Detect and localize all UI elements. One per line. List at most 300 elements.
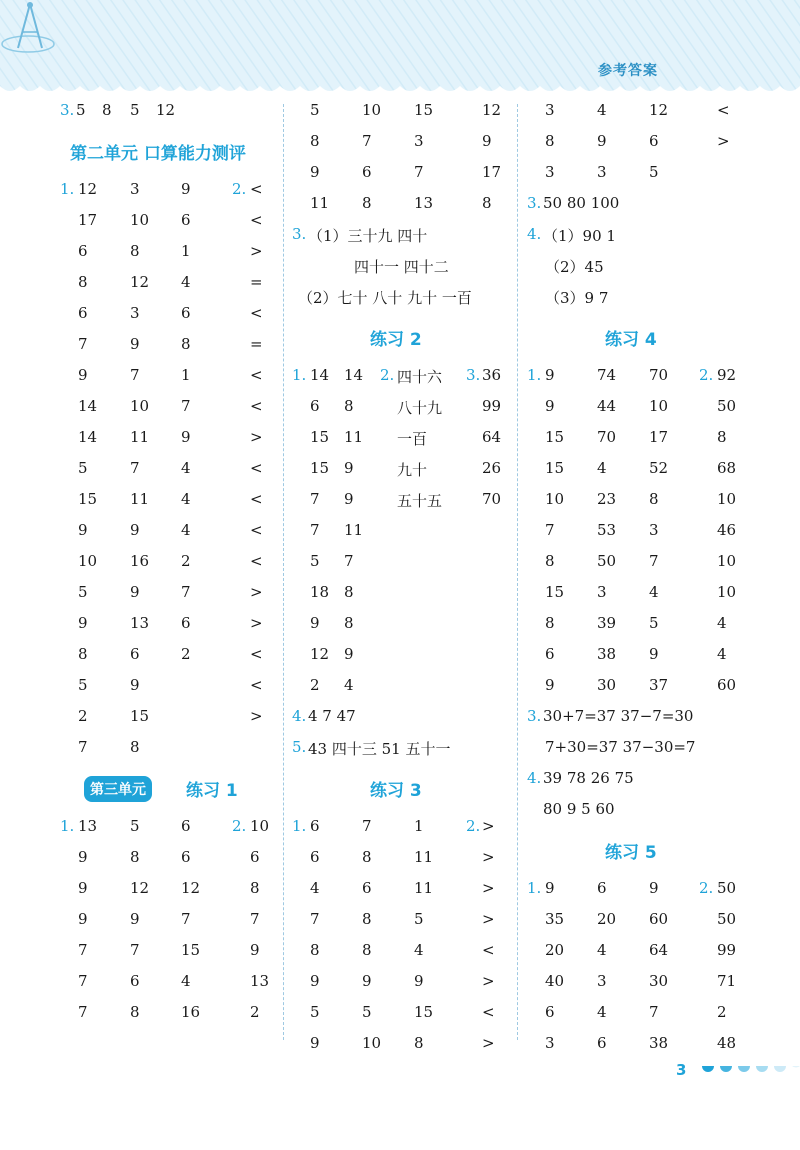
answer-value: 11 — [130, 428, 150, 446]
answer-value: 40 — [545, 972, 565, 990]
answer-value: 7 — [362, 817, 372, 835]
answer-value: > — [250, 707, 263, 725]
answer-value: 70 — [482, 490, 502, 508]
answer-value: 17 — [482, 163, 502, 181]
answer-value: 4 — [597, 101, 607, 119]
answer-value: 12 — [649, 101, 669, 119]
answer-value: 6 — [362, 163, 372, 181]
answer-row — [527, 282, 742, 313]
answer-value: 9 — [130, 335, 140, 353]
answer-value: 9 — [344, 459, 354, 477]
answer-value: < — [250, 490, 263, 508]
answer-value: > — [717, 132, 730, 150]
answer-row — [527, 1029, 742, 1060]
answer-value: 6 — [181, 817, 191, 835]
answer-value: 3 — [597, 972, 607, 990]
answer-value: 8 — [362, 848, 372, 866]
answer-value: 2 — [181, 552, 191, 570]
answer-value: > — [482, 972, 495, 990]
answer-text: （3）9 7 — [545, 289, 609, 307]
answer-value: 10 — [362, 101, 382, 119]
answer-value: 23 — [597, 490, 617, 508]
answer-value: 70 — [649, 366, 669, 384]
answer-value: 13 — [78, 817, 98, 835]
unit-badge: 第三单元 — [84, 776, 152, 802]
answer-row — [292, 671, 507, 702]
question-number: 2. — [380, 366, 395, 384]
header-wave-background — [0, 0, 800, 100]
answer-value: 7 — [310, 910, 320, 928]
answer-value: 7 — [78, 738, 88, 756]
answer-value: 9 — [414, 972, 424, 990]
question-number: 1. — [292, 817, 307, 835]
answer-row — [60, 702, 275, 733]
answer-value: 3 — [414, 132, 424, 150]
answer-value: 8 — [250, 879, 260, 897]
answer-value: 7 — [181, 397, 191, 415]
answer-value: 30 — [649, 972, 669, 990]
answer-value: 10 — [78, 552, 98, 570]
answer-value: 15 — [545, 459, 565, 477]
answer-value: 6 — [250, 848, 260, 866]
unit3-heading — [60, 764, 275, 812]
answer-value: 2 — [310, 676, 320, 694]
answer-row — [527, 764, 742, 795]
answer-value: 9 — [130, 910, 140, 928]
answer-value: 8 — [344, 614, 354, 632]
column-divider-1 — [283, 104, 284, 1040]
answer-text: 四十一 四十二 — [354, 258, 449, 276]
answer-value: 5 — [310, 101, 320, 119]
answer-value: 5 — [649, 614, 659, 632]
answer-value: 5 — [310, 552, 320, 570]
answer-row — [60, 609, 275, 640]
question-number: 5. — [292, 738, 307, 756]
answer-value: 9 — [545, 879, 555, 897]
answer-value: 15 — [310, 428, 330, 446]
answer-row — [527, 702, 742, 733]
answer-row — [60, 485, 275, 516]
exercise2-heading — [292, 313, 507, 361]
answer-value: 8 — [130, 738, 140, 756]
answer-row — [292, 905, 507, 936]
answer-value: 35 — [545, 910, 565, 928]
answer-value: 10 — [250, 817, 270, 835]
answer-value: 92 — [717, 366, 737, 384]
answer-row — [527, 905, 742, 936]
answer-value: 15 — [78, 490, 98, 508]
answer-row — [60, 175, 275, 206]
answer-value: 9 — [310, 614, 320, 632]
answer-value: 14 — [310, 366, 330, 384]
exercise4-heading — [527, 313, 742, 361]
unit2-heading — [60, 127, 275, 175]
answer-value: 99 — [717, 941, 737, 959]
answer-value: 4 — [181, 521, 191, 539]
answer-value: 52 — [649, 459, 669, 477]
answer-value: 2 — [250, 1003, 260, 1021]
answer-value: 3 — [130, 180, 140, 198]
answer-value: 12 — [130, 273, 150, 291]
answer-value: 60 — [717, 676, 737, 694]
answer-value: < — [250, 645, 263, 663]
answer-value: 4 — [597, 1003, 607, 1021]
answer-row — [527, 127, 742, 158]
answer-value: > — [482, 1034, 495, 1052]
answer-value: 1 — [181, 366, 191, 384]
answer-value: 9 — [78, 848, 88, 866]
answer-row — [60, 967, 275, 998]
answer-row — [60, 733, 275, 764]
answer-value: 5 — [310, 1003, 320, 1021]
answer-value: < — [250, 552, 263, 570]
answer-row — [527, 795, 742, 826]
answer-value: 8 — [130, 242, 140, 260]
answer-value: 9 — [78, 521, 88, 539]
answer-value: 9 — [78, 879, 88, 897]
answer-value: 9 — [545, 397, 555, 415]
answer-value: 8 — [545, 552, 555, 570]
answer-row — [292, 96, 507, 127]
answer-value: 9 — [310, 163, 320, 181]
answer-value: 12 — [78, 180, 98, 198]
answer-value: 7 — [130, 459, 140, 477]
section-title: 练习 3 — [370, 781, 422, 801]
answer-value: 9 — [78, 366, 88, 384]
answer-value: < — [250, 521, 263, 539]
answer-value: 3 — [130, 304, 140, 322]
answer-value: 8 — [78, 645, 88, 663]
answer-row — [527, 189, 742, 220]
answer-value: 8 — [717, 428, 727, 446]
answer-row — [60, 423, 275, 454]
answer-value: 11 — [130, 490, 150, 508]
answer-row — [292, 936, 507, 967]
answer-value: < — [250, 397, 263, 415]
answer-value: 7 — [78, 335, 88, 353]
answer-value: 4 — [717, 614, 727, 632]
answer-value: 4 — [310, 879, 320, 897]
answer-value: 37 — [649, 676, 669, 694]
answer-value: 20 — [545, 941, 565, 959]
answer-value: 10 — [717, 583, 737, 601]
answer-row — [60, 843, 275, 874]
answer-value: 9 — [310, 972, 320, 990]
question-number: 3. — [466, 366, 481, 384]
answer-value: 4 — [344, 676, 354, 694]
answer-value: 71 — [717, 972, 737, 990]
answer-row — [60, 516, 275, 547]
answer-value: 53 — [597, 521, 617, 539]
answer-text: （1）三十九 四十 — [308, 227, 428, 245]
answer-value: 6 — [545, 645, 555, 663]
answer-value: 9 — [250, 941, 260, 959]
answer-value: 7 — [250, 910, 260, 928]
answer-value: 9 — [181, 428, 191, 446]
answer-value: 7 — [310, 521, 320, 539]
answer-value: 10 — [717, 490, 737, 508]
answer-text: 50 80 100 — [543, 194, 620, 212]
answer-value: 6 — [310, 848, 320, 866]
answer-row — [292, 998, 507, 1029]
answer-row — [60, 905, 275, 936]
section-title: 练习 5 — [605, 843, 657, 863]
answer-value: 9 — [362, 972, 372, 990]
answer-value: 9 — [649, 645, 659, 663]
answer-row — [292, 127, 507, 158]
answer-value: 9 — [78, 614, 88, 632]
answer-text: （1）90 1 — [543, 227, 616, 245]
answer-value: 99 — [482, 397, 502, 415]
answer-value: 16 — [130, 552, 150, 570]
answer-value: 4 — [181, 490, 191, 508]
answer-value: 11 — [344, 428, 364, 446]
answer-value: = — [250, 273, 263, 291]
answer-value: 17 — [78, 211, 98, 229]
section-title: 第二单元 口算能力测评 — [70, 144, 246, 164]
answer-value: 36 — [482, 366, 502, 384]
question-number: 2. — [232, 817, 247, 835]
answer-value: 20 — [597, 910, 617, 928]
answer-value: 15 — [414, 101, 434, 119]
answer-value: 6 — [649, 132, 659, 150]
answer-value: 50 — [717, 879, 737, 897]
answer-row — [527, 361, 742, 392]
answer-value: 6 — [597, 879, 607, 897]
answer-value: 50 — [717, 397, 737, 415]
answer-value: 17 — [649, 428, 669, 446]
answer-text: 43 四十三 51 五十一 — [308, 740, 451, 758]
answer-text: （2）七十 八十 九十 一百 — [298, 289, 472, 307]
answer-row — [292, 392, 507, 423]
answer-text: 4 7 47 — [308, 707, 356, 725]
answer-value: 10 — [717, 552, 737, 570]
answer-value: 16 — [181, 1003, 201, 1021]
answer-value: 26 — [482, 459, 502, 477]
answer-value: 4 — [597, 941, 607, 959]
answer-value: 48 — [717, 1034, 737, 1052]
answer-row — [292, 189, 507, 220]
answer-row — [292, 220, 507, 251]
answer-value: 38 — [597, 645, 617, 663]
answer-value: 11 — [344, 521, 364, 539]
answer-value: 四十六 — [397, 368, 443, 386]
question-number: 2. — [232, 180, 247, 198]
answer-row — [292, 282, 507, 313]
answer-value: 7 — [78, 972, 88, 990]
answer-value: 11 — [414, 879, 434, 897]
answer-value: 6 — [310, 817, 320, 835]
answer-value: 13 — [414, 194, 434, 212]
answer-value: 9 — [130, 583, 140, 601]
answer-value: 8 — [181, 335, 191, 353]
answer-value: 44 — [597, 397, 617, 415]
section-title: 练习 2 — [370, 330, 422, 350]
answer-value: > — [482, 910, 495, 928]
answer-value: > — [250, 242, 263, 260]
answer-row — [527, 423, 742, 454]
question-number: 4. — [527, 769, 542, 787]
answer-value: 6 — [78, 304, 88, 322]
answer-value: 9 — [344, 645, 354, 663]
answer-value: 8 — [482, 194, 492, 212]
answer-value: 7 — [649, 1003, 659, 1021]
answer-value: = — [250, 335, 263, 353]
answer-value: 6 — [181, 848, 191, 866]
answer-value: 6 — [181, 304, 191, 322]
answer-row — [292, 158, 507, 189]
answer-row — [527, 998, 742, 1029]
answer-text: 30+7=37 37−7=30 — [543, 707, 694, 725]
answer-value: 8 — [344, 583, 354, 601]
answer-row — [527, 220, 742, 251]
answer-row — [292, 812, 507, 843]
question-number: 4. — [527, 225, 542, 243]
answer-value: 8 — [344, 397, 354, 415]
answer-value: 2 — [181, 645, 191, 663]
answer-value: 12 — [156, 101, 176, 119]
answer-value: 3 — [649, 521, 659, 539]
answer-value: < — [250, 676, 263, 694]
answer-value: 50 — [597, 552, 617, 570]
answer-value: 4 — [181, 273, 191, 291]
answer-value: 68 — [717, 459, 737, 477]
page-number: 3 — [676, 1061, 687, 1079]
answer-row — [60, 671, 275, 702]
answer-value: 7 — [130, 366, 140, 384]
question-number: 1. — [292, 366, 307, 384]
answer-row — [527, 967, 742, 998]
column-3 — [527, 96, 742, 1060]
answer-row — [60, 454, 275, 485]
answer-value: 6 — [130, 645, 140, 663]
answer-row — [292, 485, 507, 516]
question-number: 1. — [527, 879, 542, 897]
answer-row — [527, 671, 742, 702]
answer-value: < — [717, 101, 730, 119]
answer-value: 8 — [78, 273, 88, 291]
answer-value: < — [250, 180, 263, 198]
answer-value: 5 — [78, 459, 88, 477]
answer-value: > — [250, 583, 263, 601]
answer-value: 5 — [130, 101, 140, 119]
answer-value: 2 — [717, 1003, 727, 1021]
answer-value: 3 — [545, 1034, 555, 1052]
answer-value: 4 — [414, 941, 424, 959]
answer-row — [60, 998, 275, 1029]
answer-row — [60, 578, 275, 609]
answer-value: 五十五 — [397, 492, 443, 510]
answer-row — [60, 299, 275, 330]
answer-value: 4 — [597, 459, 607, 477]
answer-row — [292, 423, 507, 454]
answer-value: 9 — [181, 180, 191, 198]
section-title: 练习 1 — [186, 781, 238, 801]
answer-value: 4 — [181, 459, 191, 477]
exercise3-heading — [292, 764, 507, 812]
answer-value: 8 — [362, 194, 372, 212]
answer-value: 9 — [482, 132, 492, 150]
answer-value: 1 — [414, 817, 424, 835]
answer-value: 15 — [181, 941, 201, 959]
answer-value: 6 — [130, 972, 140, 990]
answer-value: 一百 — [397, 430, 428, 448]
answer-row — [60, 361, 275, 392]
question-number: 2. — [699, 366, 714, 384]
answer-row — [292, 516, 507, 547]
answer-value: 12 — [310, 645, 330, 663]
answer-row — [292, 640, 507, 671]
answer-value: 7 — [545, 521, 555, 539]
answer-value: 2 — [78, 707, 88, 725]
answer-row — [60, 268, 275, 299]
answer-row — [292, 967, 507, 998]
answer-value: 7 — [78, 941, 88, 959]
section-title: 练习 4 — [605, 330, 657, 350]
answer-value: 74 — [597, 366, 617, 384]
answer-value: 46 — [717, 521, 737, 539]
answer-row — [292, 361, 507, 392]
answer-value: 9 — [310, 1034, 320, 1052]
answer-row — [292, 578, 507, 609]
question-number: 1. — [527, 366, 542, 384]
answer-row — [60, 812, 275, 843]
answer-value: 14 — [78, 428, 98, 446]
answer-value: 11 — [310, 194, 330, 212]
answer-value: 8 — [130, 848, 140, 866]
answer-row — [527, 454, 742, 485]
question-number: 3. — [292, 225, 307, 243]
answer-value: 8 — [102, 101, 112, 119]
answer-value: 13 — [130, 614, 150, 632]
answer-row — [292, 1029, 507, 1060]
answer-value: 5 — [130, 817, 140, 835]
question-number: 1. — [60, 817, 75, 835]
answer-row — [292, 874, 507, 905]
answer-value: 5 — [414, 910, 424, 928]
answer-row — [60, 640, 275, 671]
answer-row — [527, 578, 742, 609]
answer-value: 30 — [597, 676, 617, 694]
answer-row — [60, 96, 275, 127]
answer-value: 8 — [414, 1034, 424, 1052]
answer-value: 4 — [649, 583, 659, 601]
answer-value: 3 — [597, 583, 607, 601]
answer-value: 11 — [414, 848, 434, 866]
column-divider-2 — [517, 104, 518, 1040]
answer-value: 6 — [78, 242, 88, 260]
answer-value: 10 — [130, 211, 150, 229]
answer-row — [527, 609, 742, 640]
question-number: 3. — [60, 101, 75, 119]
answer-row — [527, 874, 742, 905]
answer-value: 1 — [181, 242, 191, 260]
answer-row — [527, 936, 742, 967]
answer-row — [527, 640, 742, 671]
answer-row — [292, 609, 507, 640]
answer-row — [60, 874, 275, 905]
answer-value: 14 — [344, 366, 364, 384]
answer-value: 5 — [649, 163, 659, 181]
answer-value: 8 — [545, 132, 555, 150]
answer-value: 12 — [181, 879, 201, 897]
answer-value: 9 — [597, 132, 607, 150]
answer-value: < — [250, 211, 263, 229]
answer-value: 15 — [310, 459, 330, 477]
answer-value: 13 — [250, 972, 270, 990]
answer-row — [60, 392, 275, 423]
exercise5-heading — [527, 826, 742, 874]
